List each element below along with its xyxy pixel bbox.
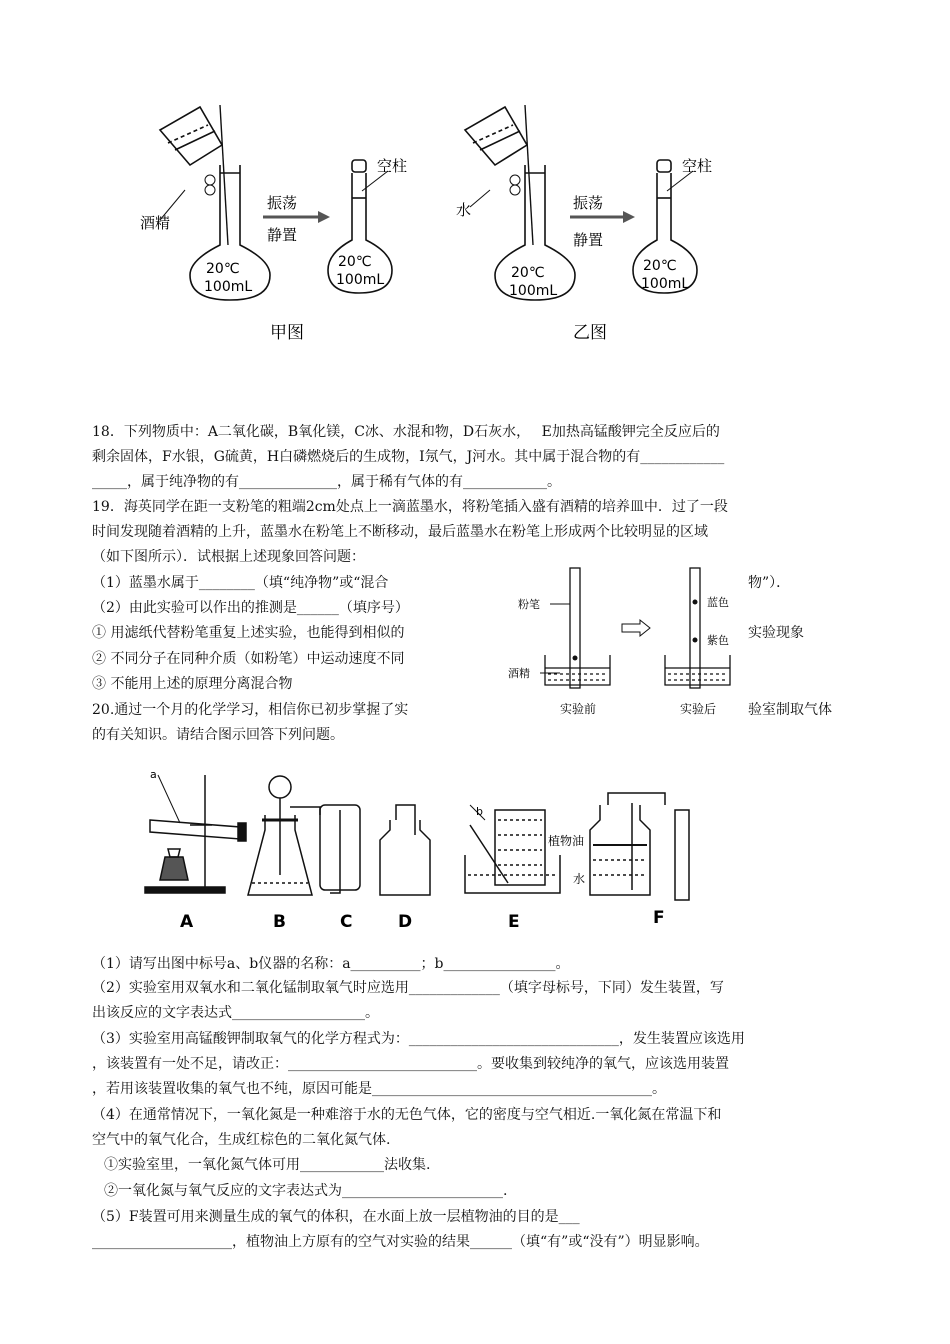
jia-vol-right: 100mL (336, 272, 385, 288)
jia-liquid-label: 酒精 (140, 214, 171, 232)
q20-line-1-tail: 验室制取气体 (748, 702, 832, 718)
q20-line-2: 的有关知识。请结合图示回答下列问题。 (92, 727, 344, 743)
jia-vol-left: 100mL (204, 279, 253, 295)
q20-sub-5b: ____________________，植物油上方原有的空气对实验的结果______（填“有”或“没有”）明显影响。 (92, 1234, 709, 1250)
apparatus-A (145, 775, 246, 893)
q20-sub-4a: （4）在通常情况下，一氧化氮是一种难溶于水的无色气体，它的密度与空气相近.一氧化氮在常温下和 (92, 1107, 722, 1123)
q19-line-3: （如下图所示）．试根据上述现象回答问题： (92, 549, 365, 565)
q19-line-2: 时间发现随着酒精的上升，蓝墨水在粉笔上不断移动，最后蓝墨水在粉笔上形成两个比较明显的区域 (92, 524, 708, 540)
jia-arrow-icon (263, 211, 330, 223)
q19-sub-2: （2）由此实验可以作出的推测是______（填序号） (92, 600, 409, 616)
q20-line-1: 20.通过一个月的化学学习，相信你已初步掌握了实 (92, 702, 409, 718)
yi-liquid-label: 水 (456, 201, 472, 219)
blue-label: 蓝色 (707, 596, 729, 609)
letter-F: F (653, 908, 665, 928)
jia-glass-rod (220, 105, 228, 245)
q19-line-1: 19．海英同学在距一支粉笔的粗端2cm处点上一滴蓝墨水，将粉笔插入盛有酒精的培养皿中．过了一段 (92, 499, 728, 515)
q18-line-1: 18．下列物质中：A二氧化碳，B氧化镁，C冰、水混和物，D石灰水， E加热高锰酸钾完全反应后的 (92, 424, 720, 440)
q20-sub-4d: ②一氧化氮与氧气反应的文字表达式为_______________________. (104, 1183, 508, 1199)
yi-temp-left: 20℃ (511, 265, 545, 281)
q19-sub-1-tail: 物”）． (748, 575, 791, 591)
apparatus-C (320, 805, 360, 893)
q19-sub-1: （1）蓝墨水属于________（填“纯净物”或“混合 (92, 575, 389, 591)
after-dish (665, 568, 730, 688)
chalk-chromatography-figure (500, 560, 740, 730)
letter-A: A (180, 912, 194, 932)
jia-temp-left: 20℃ (206, 261, 240, 277)
yi-arrow-icon (570, 211, 635, 223)
after-caption: 实验后 (680, 702, 717, 716)
yi-glass-rod (525, 105, 533, 245)
label-a-pointer (158, 775, 180, 823)
yi-vol-left: 100mL (509, 283, 558, 299)
q18-line-3: _____，属于纯净物的有______________，属于稀有气体的有____________。 (92, 474, 561, 490)
yi-vol-right: 100mL (641, 276, 690, 292)
letter-C: C (340, 912, 353, 932)
purple-dot-icon (693, 638, 698, 643)
jia-beaker (160, 107, 222, 165)
blue-dot-icon (693, 600, 698, 605)
q20-sub-3c: ，若用该装置收集的氧气也不纯，原因可能是________________________________________。 (92, 1081, 666, 1097)
q19-option-3: ③ 不能用上述的原理分离混合物 (92, 676, 293, 692)
q20-sub-2b: 出该反应的文字表达式___________________。 (92, 1005, 379, 1021)
apparatus-F (590, 793, 689, 900)
oil-label: 植物油 (548, 834, 585, 848)
chalk-label: 粉笔 (518, 598, 540, 611)
apparatus-D (380, 805, 430, 895)
q20-sub-3a: （3）实验室用高锰酸钾制取氧气的化学方程式为：______________________________，发生装置应该选用 (92, 1031, 745, 1047)
volumetric-flask-figure (130, 95, 750, 355)
label-b: b (476, 805, 483, 818)
q20-sub-4b: 空气中的氧气化合，生成红棕色的二氧化氮气体. (92, 1132, 391, 1148)
yi-arrow-top: 振荡 (573, 194, 604, 212)
ink-dot-icon (573, 656, 578, 661)
letter-E: E (508, 912, 520, 932)
before-caption: 实验前 (560, 702, 597, 716)
letter-D: D (398, 912, 413, 932)
yi-stopper-icon (510, 175, 520, 185)
q20-sub-2a: （2）实验室用双氧水和二氧化锰制取氧气时应选用_____________（填字母标号，下同）发生装置，写 (92, 980, 724, 996)
before-dish (545, 568, 610, 688)
jia-stopper-icon (205, 175, 215, 185)
q20-sub-4c: ①实验室里，一氧化氮气体可用____________法收集. (104, 1157, 431, 1173)
yi-pointer (470, 190, 490, 207)
yi-beaker (465, 107, 527, 165)
jia-arrow-top: 振荡 (267, 194, 298, 212)
purple-label: 紫色 (707, 634, 729, 647)
jia-caption: 甲图 (270, 323, 304, 343)
jia-arrow-bottom: 静置 (267, 226, 298, 244)
yi-empty-label: 空柱 (682, 157, 713, 175)
yi-arrow-bottom: 静置 (573, 231, 604, 249)
jia-empty-label: 空柱 (377, 157, 408, 175)
q19-option-1: ① 用滤纸代替粉笔重复上述实验，也能得到相似的 (92, 625, 405, 641)
q20-sub-5a: （5）F装置可用来测量生成的氧气的体积，在水面上放一层植物油的目的是___ (92, 1209, 580, 1225)
letter-B: B (273, 912, 286, 932)
yi-temp-right: 20℃ (643, 258, 677, 274)
q20-sub-1: （1）请写出图中标号a、b仪器的名称：a__________；b________________。 (92, 956, 570, 972)
gas-apparatus-figure (140, 765, 700, 940)
q19-option-2: ② 不同分子在同种介质（如粉笔）中运动速度不同 (92, 651, 405, 667)
hollow-arrow-icon (622, 620, 650, 636)
q18-line-2: 剩余固体，F水银，G硫黄，H白磷燃烧后的生成物，I氖气，J河水。其中属于混合物的有____________ (92, 449, 725, 465)
water-label: 水 (573, 872, 586, 886)
apparatus-E (465, 810, 560, 893)
jia-temp-right: 20℃ (338, 254, 372, 270)
q20-sub-3b: ，该装置有一处不足，请改正：___________________________。要收集到较纯净的氧气，应该选用装置 (92, 1056, 729, 1072)
alcohol-label: 酒精 (508, 667, 530, 680)
apparatus-B (248, 776, 320, 895)
label-a: a (150, 768, 157, 781)
q19-option-1-tail: 实验现象 (748, 625, 804, 641)
yi-caption: 乙图 (573, 323, 607, 343)
